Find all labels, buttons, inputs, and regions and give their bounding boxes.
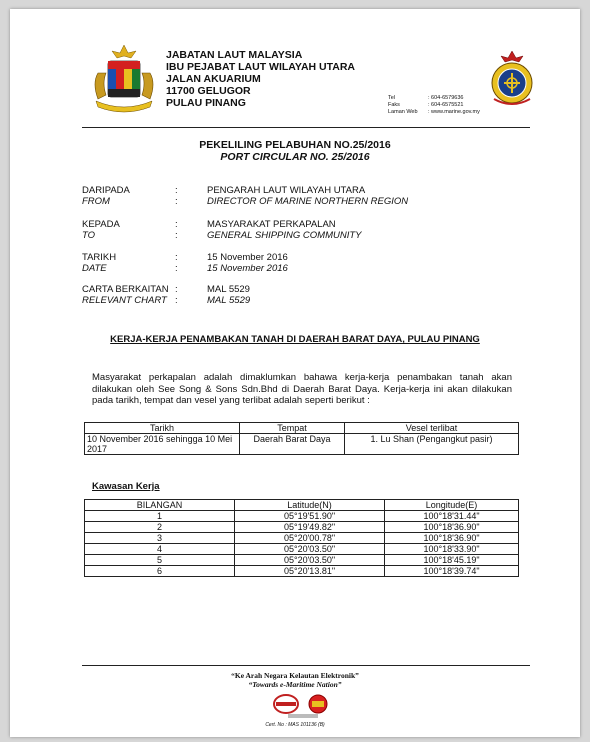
org-line: 11700 GELUGOR bbox=[166, 85, 251, 97]
table-header-row bbox=[85, 500, 519, 511]
table-row bbox=[85, 434, 519, 455]
footer-divider bbox=[82, 665, 530, 666]
organization-address bbox=[166, 49, 355, 109]
footer-slogan-malay: “Ke Arah Negara Kelautan Elektronik” bbox=[231, 671, 359, 680]
malaysia-coat-of-arms-icon bbox=[88, 43, 160, 113]
org-line: JABATAN LAUT MALAYSIA bbox=[166, 49, 303, 61]
table-cell: 05°19'51.90" bbox=[235, 511, 385, 522]
meta-colon: : bbox=[175, 252, 178, 263]
table-row bbox=[85, 533, 519, 544]
meta-colon: : bbox=[175, 295, 178, 306]
contact-label: Faks bbox=[388, 102, 400, 108]
meta-key-en: RELEVANT CHART bbox=[82, 295, 167, 306]
table-row bbox=[85, 511, 519, 522]
org-line: JALAN AKUARIUM bbox=[166, 73, 261, 85]
footer-slogan-english: “Towards e-Maritime Nation” bbox=[248, 680, 342, 689]
table-cell: 100°18'36.90" bbox=[385, 522, 519, 533]
contact-value: : 604-6575521 bbox=[428, 102, 464, 108]
meta-value-en: DIRECTOR OF MARINE NORTHERN REGION bbox=[207, 196, 409, 207]
table-header: Tarikh bbox=[85, 423, 240, 434]
table-row bbox=[85, 555, 519, 566]
table-cell: 100°18'36.90" bbox=[385, 533, 519, 544]
table-cell: 05°19'49.82" bbox=[235, 522, 385, 533]
table-cell: 05°20'03.50" bbox=[235, 555, 385, 566]
meta-value: PENGARAH LAUT WILAYAH UTARA bbox=[207, 185, 366, 196]
contact-value: : www.marine.gov.my bbox=[428, 109, 480, 115]
org-line: IBU PEJABAT LAUT WILAYAH UTARA bbox=[166, 61, 356, 73]
meta-key: TARIKH bbox=[82, 252, 117, 263]
circular-title-english: PORT CIRCULAR NO. 25/2016 bbox=[220, 151, 370, 163]
table-cell: 10 November 2016 sehingga 10 Mei 2017 bbox=[85, 434, 240, 455]
meta-key: KEPADA bbox=[82, 219, 120, 230]
meta-colon: : bbox=[175, 185, 178, 196]
contact-value: : 604-6579636 bbox=[428, 95, 464, 101]
table-cell: 100°18'45.19" bbox=[385, 555, 519, 566]
meta-value-en: GENERAL SHIPPING COMMUNITY bbox=[207, 230, 362, 241]
meta-value-en: 15 November 2016 bbox=[207, 263, 288, 274]
table-cell: 100°18'31.44" bbox=[385, 511, 519, 522]
contact-info bbox=[388, 95, 480, 116]
meta-value: MASYARAKAT PERKAPALAN bbox=[207, 219, 336, 230]
coordinates-table bbox=[84, 499, 519, 577]
work-area-heading: Kawasan Kerja bbox=[92, 481, 160, 492]
document-page bbox=[10, 9, 580, 737]
meta-key: DARIPADA bbox=[82, 185, 130, 196]
marine-department-crest-icon bbox=[486, 49, 538, 109]
table-cell: 3 bbox=[85, 533, 235, 544]
table-cell: 1. Lu Shan (Pengangkut pasir) bbox=[345, 434, 519, 455]
contact-label: Tel bbox=[388, 95, 396, 101]
certificate-number: Cert. No : MAS 101136 (B) bbox=[265, 722, 325, 728]
table-row bbox=[85, 522, 519, 533]
meta-colon: : bbox=[175, 263, 178, 274]
work-schedule-table bbox=[84, 422, 519, 455]
table-cell: 4 bbox=[85, 544, 235, 555]
meta-colon: : bbox=[175, 196, 178, 207]
table-cell: 05°20'03.50" bbox=[235, 544, 385, 555]
meta-colon: : bbox=[175, 284, 178, 295]
table-header: Tempat bbox=[240, 423, 345, 434]
table-header: Longitude(E) bbox=[385, 500, 519, 511]
meta-key: CARTA BERKAITAN bbox=[82, 284, 169, 295]
subject-heading: KERJA-KERJA PENAMBAKAN TANAH DI DAERAH BARAT DAYA, PULAU PINANG bbox=[110, 334, 480, 345]
table-row bbox=[85, 566, 519, 577]
table-cell: 100°18'39.74" bbox=[385, 566, 519, 577]
meta-key-en: DATE bbox=[82, 263, 107, 274]
table-header: Vesel terlibat bbox=[345, 423, 519, 434]
meta-value: MAL 5529 bbox=[207, 284, 250, 295]
quality-certification-logos bbox=[258, 693, 348, 719]
table-cell: 100°18'33.90" bbox=[385, 544, 519, 555]
circular-title-malay: PEKELILING PELABUHAN NO.25/2016 bbox=[199, 139, 391, 151]
table-header: Latitude(N) bbox=[235, 500, 385, 511]
table-cell: 05°20'00.78" bbox=[235, 533, 385, 544]
meta-value-en: MAL 5529 bbox=[207, 295, 251, 306]
table-cell: 2 bbox=[85, 522, 235, 533]
table-header-row bbox=[85, 423, 519, 434]
table-cell: 05°20'13.81" bbox=[235, 566, 385, 577]
meta-colon: : bbox=[175, 230, 178, 241]
header-divider bbox=[82, 127, 530, 128]
meta-value: 15 November 2016 bbox=[207, 252, 288, 263]
body-paragraph: Masyarakat perkapalan adalah dimaklumkan bahawa kerja-kerja penambakan tanah akan dilakukan oleh See Song & Sons Sdn.Bhd di Daerah Barat Daya. Kerja-kerja ini akan dilakukan pada tarikh, tempat dan vesel yang terlibat adalah seperti berikut : bbox=[92, 372, 512, 406]
table-cell: 5 bbox=[85, 555, 235, 566]
table-header: BILANGAN bbox=[85, 500, 235, 511]
table-row bbox=[85, 544, 519, 555]
table-cell: 1 bbox=[85, 511, 235, 522]
meta-key-en: FROM bbox=[82, 196, 110, 207]
meta-colon: : bbox=[175, 219, 178, 230]
table-cell: 6 bbox=[85, 566, 235, 577]
table-cell: Daerah Barat Daya bbox=[240, 434, 345, 455]
org-line: PULAU PINANG bbox=[166, 97, 246, 109]
contact-label: Laman Web bbox=[388, 109, 418, 115]
meta-key-en: TO bbox=[82, 230, 96, 241]
